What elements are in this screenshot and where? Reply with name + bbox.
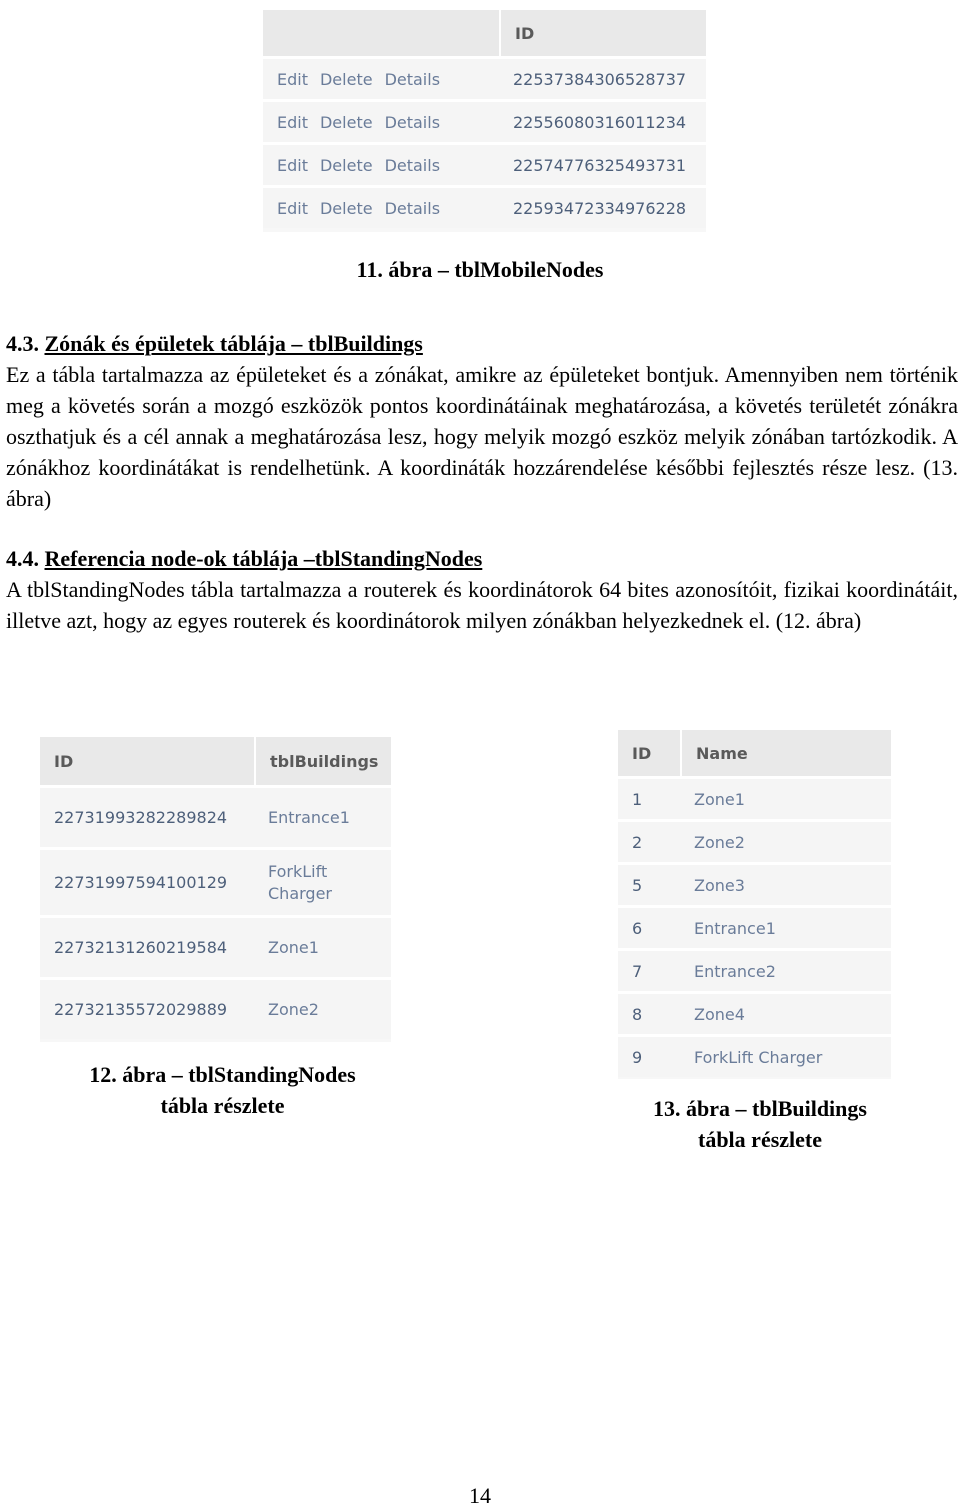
- table-row: [618, 862, 891, 905]
- id-cell: 6: [618, 905, 680, 948]
- caption-line: 12. ábra – tblStandingNodes: [89, 1062, 356, 1087]
- building-label: ForkLift Charger: [268, 861, 332, 903]
- name-header: Name: [680, 730, 891, 776]
- section-title: Referencia node-ok táblája –tblStandingNodes: [44, 546, 483, 571]
- id-cell: 22574776325493731: [499, 142, 706, 185]
- actions-cell: [263, 185, 499, 228]
- name-cell: ForkLift Charger: [680, 1034, 891, 1077]
- section-4-4-body: A tblStandingNodes tábla tartalmazza a routerek és koordinátorok 64 bites azonosítóit, fizikai koordinátáit, illetve azt, hogy az egyes routerek és koordinátorok milyen zónákban helyezkednek el. (12. ábra): [6, 577, 958, 633]
- table-row: [263, 56, 706, 99]
- id-cell: 22732135572029889: [40, 977, 254, 1039]
- id-cell: 7: [618, 948, 680, 991]
- details-link[interactable]: Details: [384, 69, 441, 89]
- table-row: [618, 819, 891, 862]
- name-cell: Zone2: [680, 819, 891, 862]
- actions-cell: [263, 56, 499, 99]
- table-row: [40, 847, 391, 915]
- table-row: [618, 776, 891, 819]
- id-cell: 22593472334976228: [499, 185, 706, 228]
- actions-cell: [263, 99, 499, 142]
- actions-header: [263, 10, 499, 56]
- figure-12-caption: [30, 1059, 415, 1121]
- table-row: [40, 977, 391, 1039]
- id-cell: 2: [618, 819, 680, 862]
- section-number: 4.3.: [6, 331, 39, 356]
- name-cell: Entrance2: [680, 948, 891, 991]
- table-row: [40, 915, 391, 977]
- id-cell: 22731993282289824: [40, 785, 254, 847]
- buildings-header: tblBuildings: [254, 737, 391, 785]
- details-link[interactable]: Details: [384, 112, 441, 132]
- delete-link[interactable]: Delete: [319, 112, 373, 132]
- caption-line: 13. ábra – tblBuildings: [653, 1096, 867, 1121]
- id-cell: 9: [618, 1034, 680, 1077]
- id-header: ID: [618, 730, 680, 776]
- table-row: [263, 99, 706, 142]
- id-cell: 22537384306528737: [499, 56, 706, 99]
- id-cell: 1: [618, 776, 680, 819]
- figure-11-caption: 11. ábra – tblMobileNodes: [356, 257, 604, 282]
- section-title: Zónák és épületek táblája – tblBuildings: [44, 331, 423, 356]
- building-cell: Zone1: [254, 915, 391, 977]
- table-row: [263, 185, 706, 228]
- id-header: ID: [499, 10, 706, 56]
- figure-12-table: [40, 737, 391, 1042]
- caption-line: tábla részlete: [698, 1127, 822, 1152]
- table-row: [618, 991, 891, 1034]
- section-4-3-body: Ez a tábla tartalmazza az épületeket és a zónákat, amikre az épületeket bontjuk. Amennyiben nem történik meg a követés során a mozgó eszközök pontos koordinátáinak meghatározása, a követés területét zónákra oszthatjuk és a cél annak a meghatározása lesz, hogy melyik mozgó eszköz melyik zónában tartózkodik. A zónákhoz koordinátákat is rendelhetünk. A koordináták hozzárendelése későbbi fejlesztés része lesz. (13. ábra): [6, 362, 958, 511]
- details-link[interactable]: Details: [384, 198, 441, 218]
- building-cell: [254, 847, 391, 915]
- delete-link[interactable]: Delete: [319, 155, 373, 175]
- id-cell: 22731997594100129: [40, 847, 254, 915]
- figure-13-table: [618, 730, 891, 1079]
- name-cell: Zone3: [680, 862, 891, 905]
- name-cell: Zone4: [680, 991, 891, 1034]
- edit-link[interactable]: Edit: [277, 69, 308, 89]
- table-row: [618, 905, 891, 948]
- delete-link[interactable]: Delete: [319, 69, 373, 89]
- section-4-3-heading: [6, 330, 423, 358]
- table-row: [618, 1034, 891, 1077]
- page-number: 14: [469, 1483, 491, 1508]
- name-cell: Entrance1: [680, 905, 891, 948]
- id-cell: 8: [618, 991, 680, 1034]
- table-row: [263, 142, 706, 185]
- actions-cell: [263, 142, 499, 185]
- section-4-4-heading: [6, 545, 482, 573]
- id-header: ID: [40, 737, 254, 785]
- building-cell: Zone2: [254, 977, 391, 1039]
- id-cell: 5: [618, 862, 680, 905]
- edit-link[interactable]: Edit: [277, 112, 308, 132]
- edit-link[interactable]: Edit: [277, 198, 308, 218]
- details-link[interactable]: Details: [384, 155, 441, 175]
- edit-link[interactable]: Edit: [277, 155, 308, 175]
- id-cell: 22732131260219584: [40, 915, 254, 977]
- id-cell: 22556080316011234: [499, 99, 706, 142]
- delete-link[interactable]: Delete: [319, 198, 373, 218]
- table-row: [40, 785, 391, 847]
- figure-11-table: [263, 10, 706, 232]
- table-row: [618, 948, 891, 991]
- name-cell: Zone1: [680, 776, 891, 819]
- building-cell: Entrance1: [254, 785, 391, 847]
- figure-13-caption: [575, 1093, 945, 1155]
- section-number: 4.4.: [6, 546, 39, 571]
- caption-line: tábla részlete: [160, 1093, 285, 1118]
